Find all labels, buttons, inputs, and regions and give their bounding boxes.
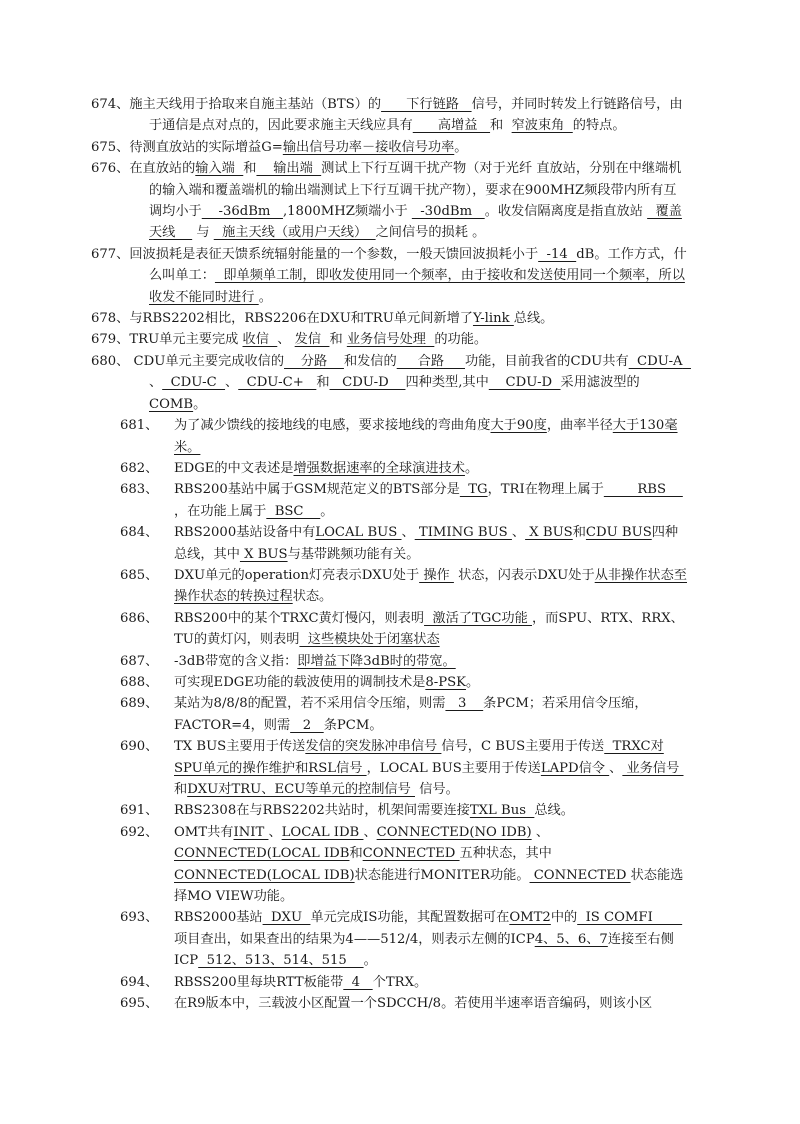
- question-number: 694、: [120, 974, 159, 990]
- question-text: 中的: [550, 910, 578, 926]
- question-text: EDGE的中文表述是: [174, 460, 294, 476]
- answer-fill: CONNECTED(LOCAL IDB: [174, 846, 350, 862]
- question-number: 687、: [120, 653, 159, 669]
- answer-fill: 输入端: [195, 161, 244, 177]
- question-text: 四种类型,其中: [405, 375, 489, 391]
- question-item: [120, 800, 688, 821]
- question-text: 、: [277, 332, 295, 348]
- question-text: 的功能。: [434, 332, 488, 348]
- question-text: 单元完成IS功能，其配置数据可在: [310, 910, 510, 926]
- question-number: 684、: [120, 525, 159, 541]
- question-item: [91, 94, 688, 137]
- answer-fill: LOCAL BUS: [315, 525, 402, 541]
- question-text: 待测直放站的实际增益G=: [129, 139, 283, 155]
- answer-fill: CDU-C+: [238, 375, 317, 391]
- question-text: -3dB带宽的含义指：: [174, 653, 298, 669]
- question-text: 施主天线用于拾取来自施主基站（BTS）的: [129, 97, 382, 112]
- question-text: 和发信的: [343, 353, 397, 369]
- answer-fill: 下行链路: [381, 97, 472, 112]
- answer-fill: TRXC对SPU单元的操作维护和RSL信号: [174, 739, 664, 776]
- question-item: [91, 244, 688, 308]
- answer-fill: 合路: [396, 353, 465, 369]
- answer-fill: 覆盖天线: [149, 204, 682, 241]
- question-number: 685、: [120, 567, 159, 583]
- question-text: 条PCM；若采用信令压缩，FACTOR=4，则需: [174, 696, 648, 733]
- question-text: ,1800MHZ频端小于: [282, 204, 412, 220]
- question-text: 、: [511, 525, 526, 541]
- question-text: RBS2000基站: [174, 910, 263, 926]
- question-text: ，曲率半径: [546, 418, 613, 434]
- question-item: [120, 608, 688, 651]
- answer-fill: 分路: [284, 353, 344, 369]
- question-text: 个TRX。: [372, 974, 428, 990]
- answer-fill: CDU BUS: [585, 525, 652, 541]
- question-text: 。: [454, 139, 468, 155]
- answer-fill: 业务信号: [622, 760, 684, 776]
- question-text: 总线。: [513, 311, 554, 327]
- answer-fill: RBS: [603, 482, 683, 498]
- question-item: [120, 972, 688, 993]
- question-item: [120, 565, 688, 608]
- question-text: 信号，C BUS主要用于传送: [441, 739, 605, 755]
- answer-fill: TIMING BUS: [414, 525, 512, 541]
- answer-fill: 输出信号功率－接收信号功率: [282, 139, 455, 155]
- question-text: TX BUS主要用于传送: [174, 739, 306, 755]
- question-text: ，TRI在物理上属于: [487, 482, 604, 498]
- question-item: [91, 308, 688, 329]
- question-text: 在R9版本中，三载波小区配置一个SDCCH/8。若使用半速率语音编码，则该小区: [174, 996, 653, 1012]
- question-item: [91, 137, 688, 158]
- question-text: dB。工作方式，什么叫单工：: [149, 246, 687, 284]
- question-text: DXU单元的operation灯亮表示DXU处于: [174, 567, 420, 583]
- answer-fill: 4、5、6、7: [534, 931, 608, 947]
- answer-fill: LOCAL IDB: [281, 824, 364, 840]
- question-text: 测试上下行互调干扰产物（对于光纤 直放站，分别在中继端机的输入端和覆盖端机的输出端测试上下行互调干扰产物），要求在900MHZ频段带内所有互调均小于: [149, 161, 682, 220]
- answer-fill: 发信: [294, 332, 330, 348]
- question-text: ，在功能上属于: [174, 503, 267, 519]
- question-text: 状态。: [292, 589, 333, 605]
- answer-fill: 2: [290, 717, 324, 733]
- question-text: 和: [329, 332, 347, 348]
- question-text: 为了减少馈线的接地线的电感，要求接地线的弯曲角度: [174, 418, 491, 434]
- question-text: 。: [465, 674, 480, 690]
- question-text: 、: [609, 760, 623, 776]
- question-number: 686、: [120, 610, 159, 626]
- answer-fill: CDU-A: [628, 353, 691, 369]
- answer-fill: 窄波束角: [511, 118, 573, 134]
- answer-fill: 输出端: [256, 161, 322, 177]
- question-number: 688、: [120, 674, 159, 690]
- question-text: CDU单元主要完成收信的: [129, 353, 285, 369]
- question-number: 681、: [120, 418, 159, 434]
- question-number: 692、: [120, 824, 159, 840]
- question-text: TRU单元主要完成: [129, 332, 243, 348]
- answer-fill: 4: [343, 974, 373, 990]
- question-text: 某站为8/8/8的配置，若不采用信令压缩，则需: [174, 696, 446, 712]
- question-text: RBSS200里每块RTT板能带: [174, 974, 344, 990]
- question-text: 五种状态，其中: [459, 846, 552, 862]
- answer-fill: 高增益: [412, 118, 491, 134]
- question-text: 、: [225, 375, 239, 391]
- answer-fill: X BUS: [525, 525, 573, 541]
- answer-fill: -36dBm: [201, 204, 283, 220]
- question-text: 。: [258, 289, 272, 305]
- answer-fill: TG: [459, 482, 488, 498]
- question-text: 信号，并同时转发上行链路信号，由于通信是点对点的，因此要求施主天线应具有: [149, 97, 683, 134]
- answer-fill: 从非操作状态至操作状态的转换过程: [174, 567, 687, 605]
- answer-fill: 512、513、514、515: [198, 953, 364, 969]
- answer-fill: 大于90度: [490, 418, 547, 434]
- question-text: 和: [349, 846, 363, 862]
- question-text: 状态能进行MONITER功能。: [354, 867, 530, 883]
- question-text: 。收发信隔离度是指直放站: [484, 204, 648, 220]
- question-item: [120, 736, 688, 800]
- answer-fill: IS COMFI: [577, 910, 683, 926]
- question-item: [120, 651, 688, 672]
- question-text: ，LOCAL BUS主要用于传送: [366, 760, 541, 776]
- answer-fill: 收信: [242, 332, 278, 348]
- question-number: 678、: [91, 311, 130, 327]
- question-text: 的特点。: [572, 118, 626, 134]
- question-item: [91, 351, 691, 415]
- question-number: 679、: [91, 332, 130, 348]
- question-text: 和: [490, 118, 512, 134]
- answer-fill: 即增益下降3dB时的带宽。: [297, 653, 456, 669]
- question-text: 之间信号的损耗 。: [375, 225, 486, 241]
- question-text: 连接至右侧ICP: [174, 931, 674, 969]
- answer-fill: TXL Bus: [469, 803, 535, 819]
- question-number: 676、: [91, 161, 130, 177]
- question-number: 680、: [91, 353, 130, 369]
- question-text: 四种总线，其中: [174, 525, 679, 562]
- question-text: ，而SPU、RTX、RRX、TU的黄灯闪，则表明: [174, 610, 684, 648]
- question-number: 675、: [91, 139, 130, 155]
- question-item: [120, 907, 688, 971]
- question-item: [120, 479, 688, 522]
- question-text: 和: [316, 375, 330, 391]
- answer-fill: LAPD信令: [540, 760, 610, 776]
- question-text: 信号。: [415, 782, 459, 797]
- answer-fill: DXU对TRU、ECU等单元的控制信号: [187, 782, 415, 797]
- answer-fill: 这些模块处于闭塞状态: [299, 632, 440, 648]
- question-text: 、: [401, 525, 415, 541]
- question-text: 、: [363, 824, 377, 840]
- answer-fill: 激活了TGC功能: [424, 610, 532, 626]
- question-text: 。: [193, 396, 207, 412]
- question-number: 691、: [120, 803, 159, 819]
- answer-fill: CDU-D: [329, 375, 406, 391]
- question-number: 683、: [120, 482, 159, 498]
- question-number: 693、: [120, 910, 159, 926]
- question-text: 和: [174, 782, 188, 797]
- question-text: 与: [192, 225, 214, 241]
- question-text: RBS2308在与RBS2202共站时，机架间需要连接: [174, 803, 470, 819]
- answer-fill: CDU-C: [162, 375, 226, 391]
- answer-fill: 增强数据速率的全球演进技术: [293, 460, 465, 476]
- answer-fill: 8-PSK: [425, 674, 466, 690]
- question-item: [120, 415, 688, 458]
- question-item: [120, 522, 688, 565]
- question-item: [120, 993, 688, 1014]
- answer-fill: 即单频单工制，即收发使用同一个频率，由于接收和发送使用同一个频率，所以收发不能同时进行: [149, 268, 685, 305]
- question-item: [91, 329, 688, 350]
- answer-fill: 施主天线（或用户天线）: [213, 225, 376, 241]
- question-text: 项目查出，如果查出的结果为4——512/4，则表示左侧的ICP: [174, 931, 535, 947]
- answer-fill: INIT: [233, 824, 269, 840]
- question-number: 677、: [91, 246, 130, 262]
- question-text: RBS2000基站设备中有: [174, 525, 316, 541]
- question-text: 。: [363, 953, 377, 969]
- question-text: 。: [320, 503, 334, 519]
- question-text: 状态能选择MO VIEW功能。: [174, 867, 684, 905]
- answer-fill: -14: [538, 246, 577, 262]
- answer-fill: 大于130毫米。: [174, 418, 678, 455]
- answer-fill: Y-link: [472, 311, 514, 327]
- question-text: 与RBS2202相比，RBS2206在DXU和TRU单元间新增了: [129, 311, 473, 327]
- answer-fill: CONNECTED(NO IDB): [376, 824, 532, 840]
- question-number: 695、: [120, 996, 159, 1012]
- answer-fill: COMB: [149, 396, 194, 412]
- question-text: OMT共有: [174, 824, 234, 840]
- question-number: 689、: [120, 696, 159, 712]
- question-text: 在直放站的: [129, 161, 196, 177]
- question-number: 690、: [120, 739, 159, 755]
- question-text: 、: [268, 824, 282, 840]
- answer-fill: BSC: [266, 503, 321, 519]
- question-text: RBS200中的某个TRXC黄灯慢闪，则表明: [174, 610, 425, 626]
- answer-fill: X BUS: [239, 546, 288, 562]
- question-text: 和: [243, 161, 257, 177]
- question-text: RBS200基站中属于GSM规范定义的BTS部分是: [174, 482, 460, 498]
- answer-fill: 业务信号处理: [346, 332, 435, 348]
- answer-fill: 发信的突发脉冲串信号: [305, 739, 442, 755]
- question-text: 回波损耗是表征天馈系统辐射能量的一个参数，一般天馈回波损耗小于: [129, 246, 539, 262]
- answer-fill: CDU-D: [488, 375, 561, 391]
- question-text: 可实现EDGE功能的载波使用的调制技术是: [174, 674, 426, 690]
- question-text: 与基带跳频功能有关。: [287, 546, 420, 562]
- question-text: 条PCM。: [323, 717, 383, 733]
- question-text: 和: [572, 525, 586, 541]
- question-text: 采用滤波型的: [560, 375, 640, 391]
- answer-fill: CONNECTED: [529, 867, 631, 883]
- question-number: 682、: [120, 460, 159, 476]
- question-text: 功能，目前我省的CDU共有: [464, 353, 629, 369]
- question-number: 674、: [91, 97, 130, 112]
- question-item: [120, 693, 688, 736]
- question-text: 总线。: [534, 803, 574, 819]
- question-item: [120, 458, 688, 479]
- answer-fill: 3: [445, 696, 484, 712]
- question-item: [91, 158, 688, 244]
- question-text: 、: [531, 824, 554, 840]
- question-text: 状态，闪表示DXU处于: [453, 567, 595, 583]
- answer-fill: CONNECTED(LOCAL IDB): [174, 867, 355, 883]
- answer-fill: CONNECTED: [362, 846, 460, 862]
- answer-fill: DXU: [262, 910, 311, 926]
- answer-fill: OMT2: [509, 910, 551, 926]
- question-text: 。: [464, 460, 479, 476]
- question-item: [120, 672, 688, 693]
- question-item: [120, 822, 688, 908]
- answer-fill: -30dBm: [411, 204, 485, 220]
- question-text: 、: [149, 375, 163, 391]
- answer-fill: 操作: [419, 567, 454, 583]
